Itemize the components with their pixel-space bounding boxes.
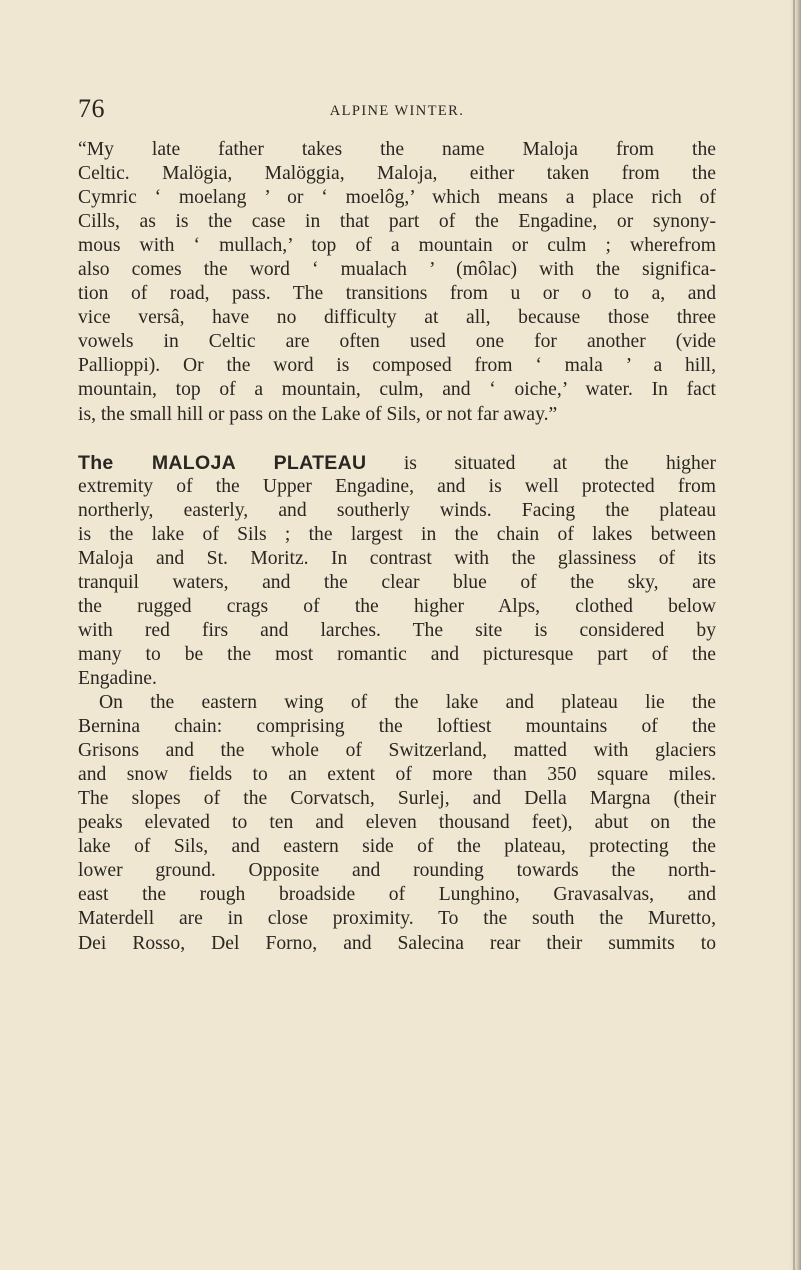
paragraph-line: many to be the most romantic and picturesque part of the [78, 643, 716, 665]
quote-line: tion of road, pass. The transitions from u or o to a, and [78, 283, 716, 305]
bernina-paragraph [78, 691, 716, 956]
running-title: ALPINE WINTER. [329, 103, 465, 119]
paragraph-line: extremity of the Upper Engadine, and is well protected from [78, 475, 716, 497]
paragraph-text: is situated at the higher [366, 452, 716, 474]
paragraph-line: lower ground. Opposite and rounding towards the north- [78, 860, 716, 882]
paragraph-line: lake of Sils, and eastern side of the plateau, protecting the [78, 836, 716, 858]
page-number: 76 [78, 94, 105, 123]
paragraph-gap [78, 427, 716, 451]
quote-line: vice versâ, have no difficulty at all, because those three [78, 307, 716, 329]
paragraph-line: the rugged crags of the higher Alps, clothed below [78, 595, 716, 617]
quote-line: Cymric ‘ moelang ’ or ‘ moelôg,’ which means a place rich of [78, 187, 716, 209]
plateau-first-line [78, 451, 716, 475]
paragraph-line: with red firs and larches. The site is considered by [78, 619, 716, 641]
paragraph-line: Maloja and St. Moritz. In contrast with the glassiness of its [78, 547, 716, 569]
quote-line: also comes the word ‘ mualach ’ (môlac) with the significa- [78, 259, 716, 281]
paragraph-line: northerly, easterly, and southerly winds. Facing the plateau [78, 499, 716, 521]
quote-line: mous with ‘ mullach,’ top of a mountain or culm ; wherefrom [78, 235, 716, 257]
page-edge-line [793, 0, 795, 1270]
quote-line: is, the small hill or pass on the Lake of Sils, or not far away.” [78, 403, 558, 425]
paragraph-line: Engadine. [78, 667, 157, 689]
body-text [78, 138, 716, 956]
paragraph-line: On the eastern wing of the lake and plateau lie the [99, 692, 716, 714]
quote-line: Cills, as is the case in that part of the Engadine, or synony- [78, 211, 716, 233]
quote-line: “My late father takes the name Maloja from the [78, 139, 716, 160]
paragraph-line: Materdell are in close proximity. To the south the Muretto, [78, 908, 716, 930]
paragraph-line: and snow fields to an extent of more than 350 square miles. [78, 764, 716, 786]
quote-paragraph [78, 138, 716, 427]
quote-line: Celtic. Malögia, Malöggia, Maloja, either taken from the [78, 163, 716, 185]
paragraph-line: Dei Rosso, Del Forno, and Salecina rear their summits to [78, 932, 716, 954]
paragraph-line: tranquil waters, and the clear blue of the sky, are [78, 571, 716, 593]
quote-line: Pallioppi). Or the word is composed from ‘ mala ’ a hill, [78, 355, 716, 377]
paragraph-line: The slopes of the Corvatsch, Surlej, and Della Margna (their [78, 788, 716, 810]
page-header [78, 94, 716, 130]
paragraph-line: Bernina chain: comprising the loftiest mountains of the [78, 716, 716, 738]
paragraph-line: peaks elevated to ten and eleven thousand feet), abut on the [78, 812, 716, 834]
paragraph-line: east the rough broadside of Lunghino, Gravasalvas, and [78, 884, 716, 906]
quote-line: mountain, top of a mountain, culm, and ‘ oiche,’ water. In fact [78, 379, 716, 401]
plateau-paragraph [78, 451, 716, 691]
quote-line: vowels in Celtic are often used one for another (vide [78, 331, 716, 353]
paragraph-line: is the lake of Sils ; the largest in the chain of lakes between [78, 523, 716, 545]
paragraph-line: Grisons and the whole of Switzerland, matted with glaciers [78, 740, 716, 762]
section-heading: The MALOJA PLATEAU [78, 451, 367, 474]
page-edge-shadow [789, 0, 801, 1270]
